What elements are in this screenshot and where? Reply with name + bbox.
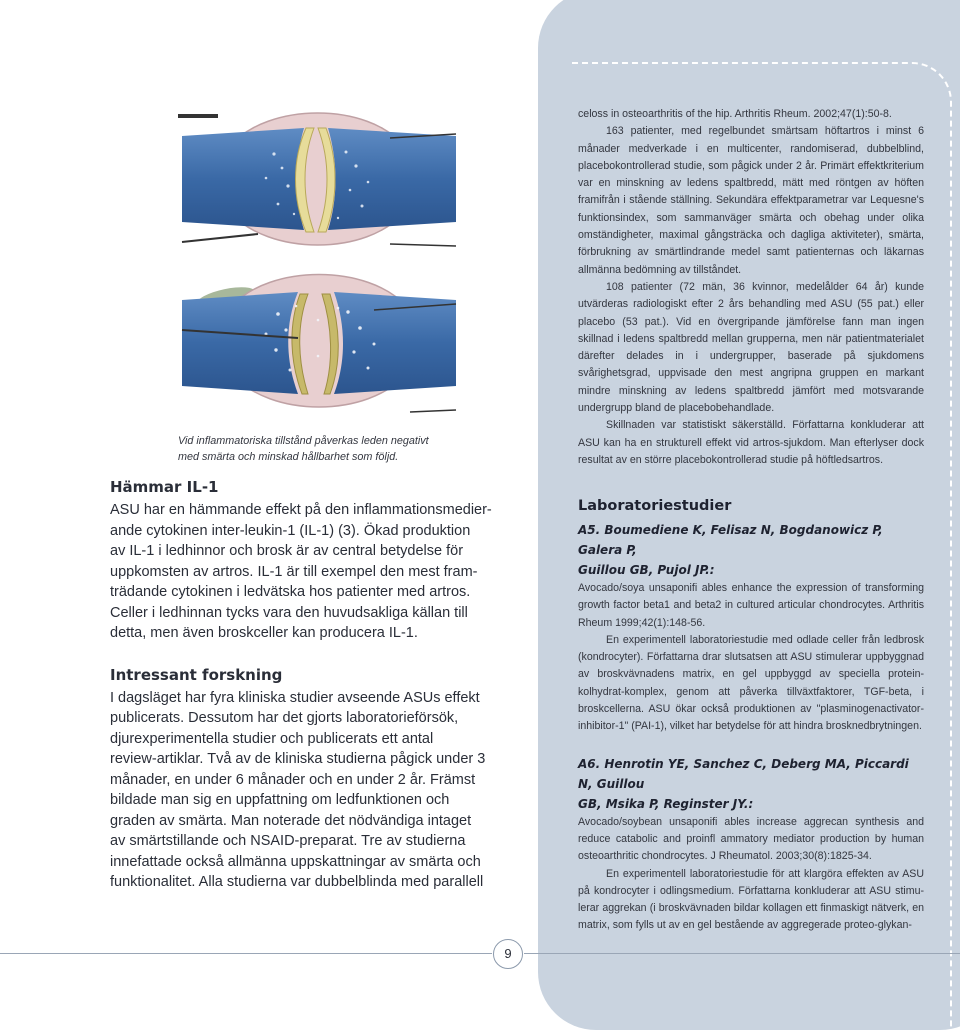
right-column-top xyxy=(578,106,924,469)
caption-line: med smärta och minskad hållbarhet som följd. xyxy=(178,450,399,463)
footer-rule-left xyxy=(0,953,492,954)
section-heading: Hämmar IL-1 xyxy=(110,478,219,496)
figure-caption xyxy=(178,434,448,465)
section-body xyxy=(110,688,502,893)
ref-line: A5. Boumediene K, Felisaz N, Bogdanowicz P, Galera P, xyxy=(578,523,883,557)
right-column-lab xyxy=(578,498,924,935)
upper-right-bone xyxy=(328,128,456,230)
ref-line: A6. Henrotin YE, Sanchez C, Deberg MA, Piccardi N, Guillou xyxy=(578,756,909,791)
page-number: 9 xyxy=(493,939,523,969)
text-line: innefattade också allmänna uppskattningar av smärta och xyxy=(110,853,481,870)
text-line: review-artiklar. Två av de kliniska studierna pågick under 3 xyxy=(110,751,486,767)
inflamed-joint xyxy=(182,275,456,413)
text-line: månader, en under 6 månader och en under 2 år. Främst xyxy=(110,771,476,788)
paragraph: celoss in osteoarthritis of the hip. Arthritis Rheum. 2002;47(1):50-8. xyxy=(578,108,892,120)
paragraph: 108 patienter (72 män, 36 kvinnor, medelålder 64 år) kunde utvärderas radiologiskt efter 2 års behandling med ASU (55 pat.) eller placebo (53 pat.). Vid en övergripande jämförelse fann man ingen skillnad i ledens spaltbredd mellan grupperna, men när patientmaterialet därefter delades in i undergrupper, baserade på sjukdomens svårighetsgrad, uppvisade den mest angripna gruppen en markant mindre minskning av ledens spaltbredd jämfört med motsvarande undergrupp bland de placebobehandlade. xyxy=(578,280,924,415)
text-line: detta, men även broskceller kan producera IL-1. xyxy=(110,625,418,641)
paragraph: En experimentell laboratoriestudie för att klargöra effekten av ASU på kondrocyter i odlingsmedium. Författarna konkluderar att ASU stimu-lerar aggrekan (i broskvävnaden bildar kollagen ett finmaskigt nätverk, en matrix, som fylls ut av en gel bestående av aggregerade proteo-glykan- xyxy=(578,867,924,932)
upper-left-bone xyxy=(182,128,304,230)
left-column xyxy=(110,478,502,893)
paragraph: En experimentell laboratoriestudie med odlade celler från ledbrosk (kondrocyter). Författarna drar slutsatsen att ASU stimulerar uppbyggnad av broskvävnadens matrix, en gel uppbyggd av speciella protein-kolhydrat-komplex, genom att påverka tillväxtfaktorer, TGF-beta, i broskcellerna. ASU ökar också produktionen av "plasminogenactivator-inhibitor-1" (PAI-1), vilket har betydelse för att hindra brosknedbrytningen. xyxy=(578,633,924,733)
text-line: graden av smärta. Man noterade det nödvändiga intaget xyxy=(110,812,472,829)
section-heading: Intressant forskning xyxy=(110,665,283,684)
text-line: djurexperimentella studier och publicerats ett antal xyxy=(110,730,434,747)
reference-a6 xyxy=(578,754,924,814)
text-line: Celler i ledhinnan tycks vara den huvudsakliga källan till xyxy=(110,604,468,621)
citation: Avocado/soya unsaponifi ables enhance the expression of transforming growth factor beta1 and beta2 in cultured articular chondrocytes. Arthritis Rheum 1999;42(1):148-56. xyxy=(578,582,924,629)
text-line: ASU har en hämmande effekt på den inflammationsmedier- xyxy=(110,502,492,518)
text-line: funktionalitet. Alla studierna var dubbelblinda med parallell xyxy=(110,874,484,890)
footer-rule-right xyxy=(524,953,960,954)
lower-right-bone xyxy=(334,292,456,394)
text-line: publicerats. Dessutom har det gjorts laboratorieförsök, xyxy=(110,710,459,726)
citation: Avocado/soybean unsaponifi ables increase aggrecan synthesis and reduce catabolic and proinfl ammatory mediator production by human osteoarthritic chondrocytes. J Rheumatol. 2003;30(8):1825-34. xyxy=(578,815,924,863)
paragraph: Skillnaden var statistiskt säkerställd. Författarna konkluderar att ASU kan ha en strukturell effekt vid artros-sjukdom. Man efterlyser dock resultat av en större placebokontrollerad studie på höftledsartros. xyxy=(578,419,924,466)
text-line: I dagsläget har fyra kliniska studier avseende ASUs effekt xyxy=(110,689,480,706)
text-line: av IL-1 i ledhinnor och brosk är av central betydelse för xyxy=(110,543,464,559)
ref-line: GB, Msika P, Reginster JY.: xyxy=(578,796,754,811)
lab-heading: Laboratoriestudier xyxy=(578,498,732,514)
text-line: av smärtstillande och NSAID-preparat. Tre av studierna xyxy=(110,833,466,849)
caption-line: Vid inflammatoriska tillstånd påverkas leden negativt xyxy=(178,435,429,447)
paragraph: 163 patienter, med regelbundet smärtsam höftartros i minst 6 månader medverkade i en multicenter, randomiserad, dubbelblind, placebokontrollerad studie, som pågick under 2 år. Primärt effektkriterium var en minskning av ledens spaltbredd, mätt med röntgen av höften framifrån i stående ställning. Sekundära effektparametrar var Lequesne's funktionsindex, som sammanväger smärta och obehag under olika omständigheter, maximal gångsträcka och dagliga aktiviteter), smärta, förbrukning av smärtlindrande medel samt patienternas och läkarnas allmänna bedömning av tillståndet. xyxy=(578,125,924,276)
reference-a5 xyxy=(578,520,924,580)
joint-illustration xyxy=(178,94,460,416)
text-line: trädande cytokinen i ledvätska hos patienter med artros. xyxy=(110,584,471,600)
text-line: ande cytokinen inter-leukin-1 (IL-1) (3). Ökad produktion xyxy=(110,522,471,539)
lower-left-bone xyxy=(182,292,298,394)
healthy-joint xyxy=(178,113,456,246)
text-line: bildade man sig en uppfattning om ledfunktionen och xyxy=(110,792,450,808)
section-body xyxy=(110,500,502,644)
ref-line: Guillou GB, Pujol JP.: xyxy=(578,563,715,577)
text-line: uppkomsten av artros. IL-1 är till exempel den mest fram- xyxy=(110,563,478,580)
